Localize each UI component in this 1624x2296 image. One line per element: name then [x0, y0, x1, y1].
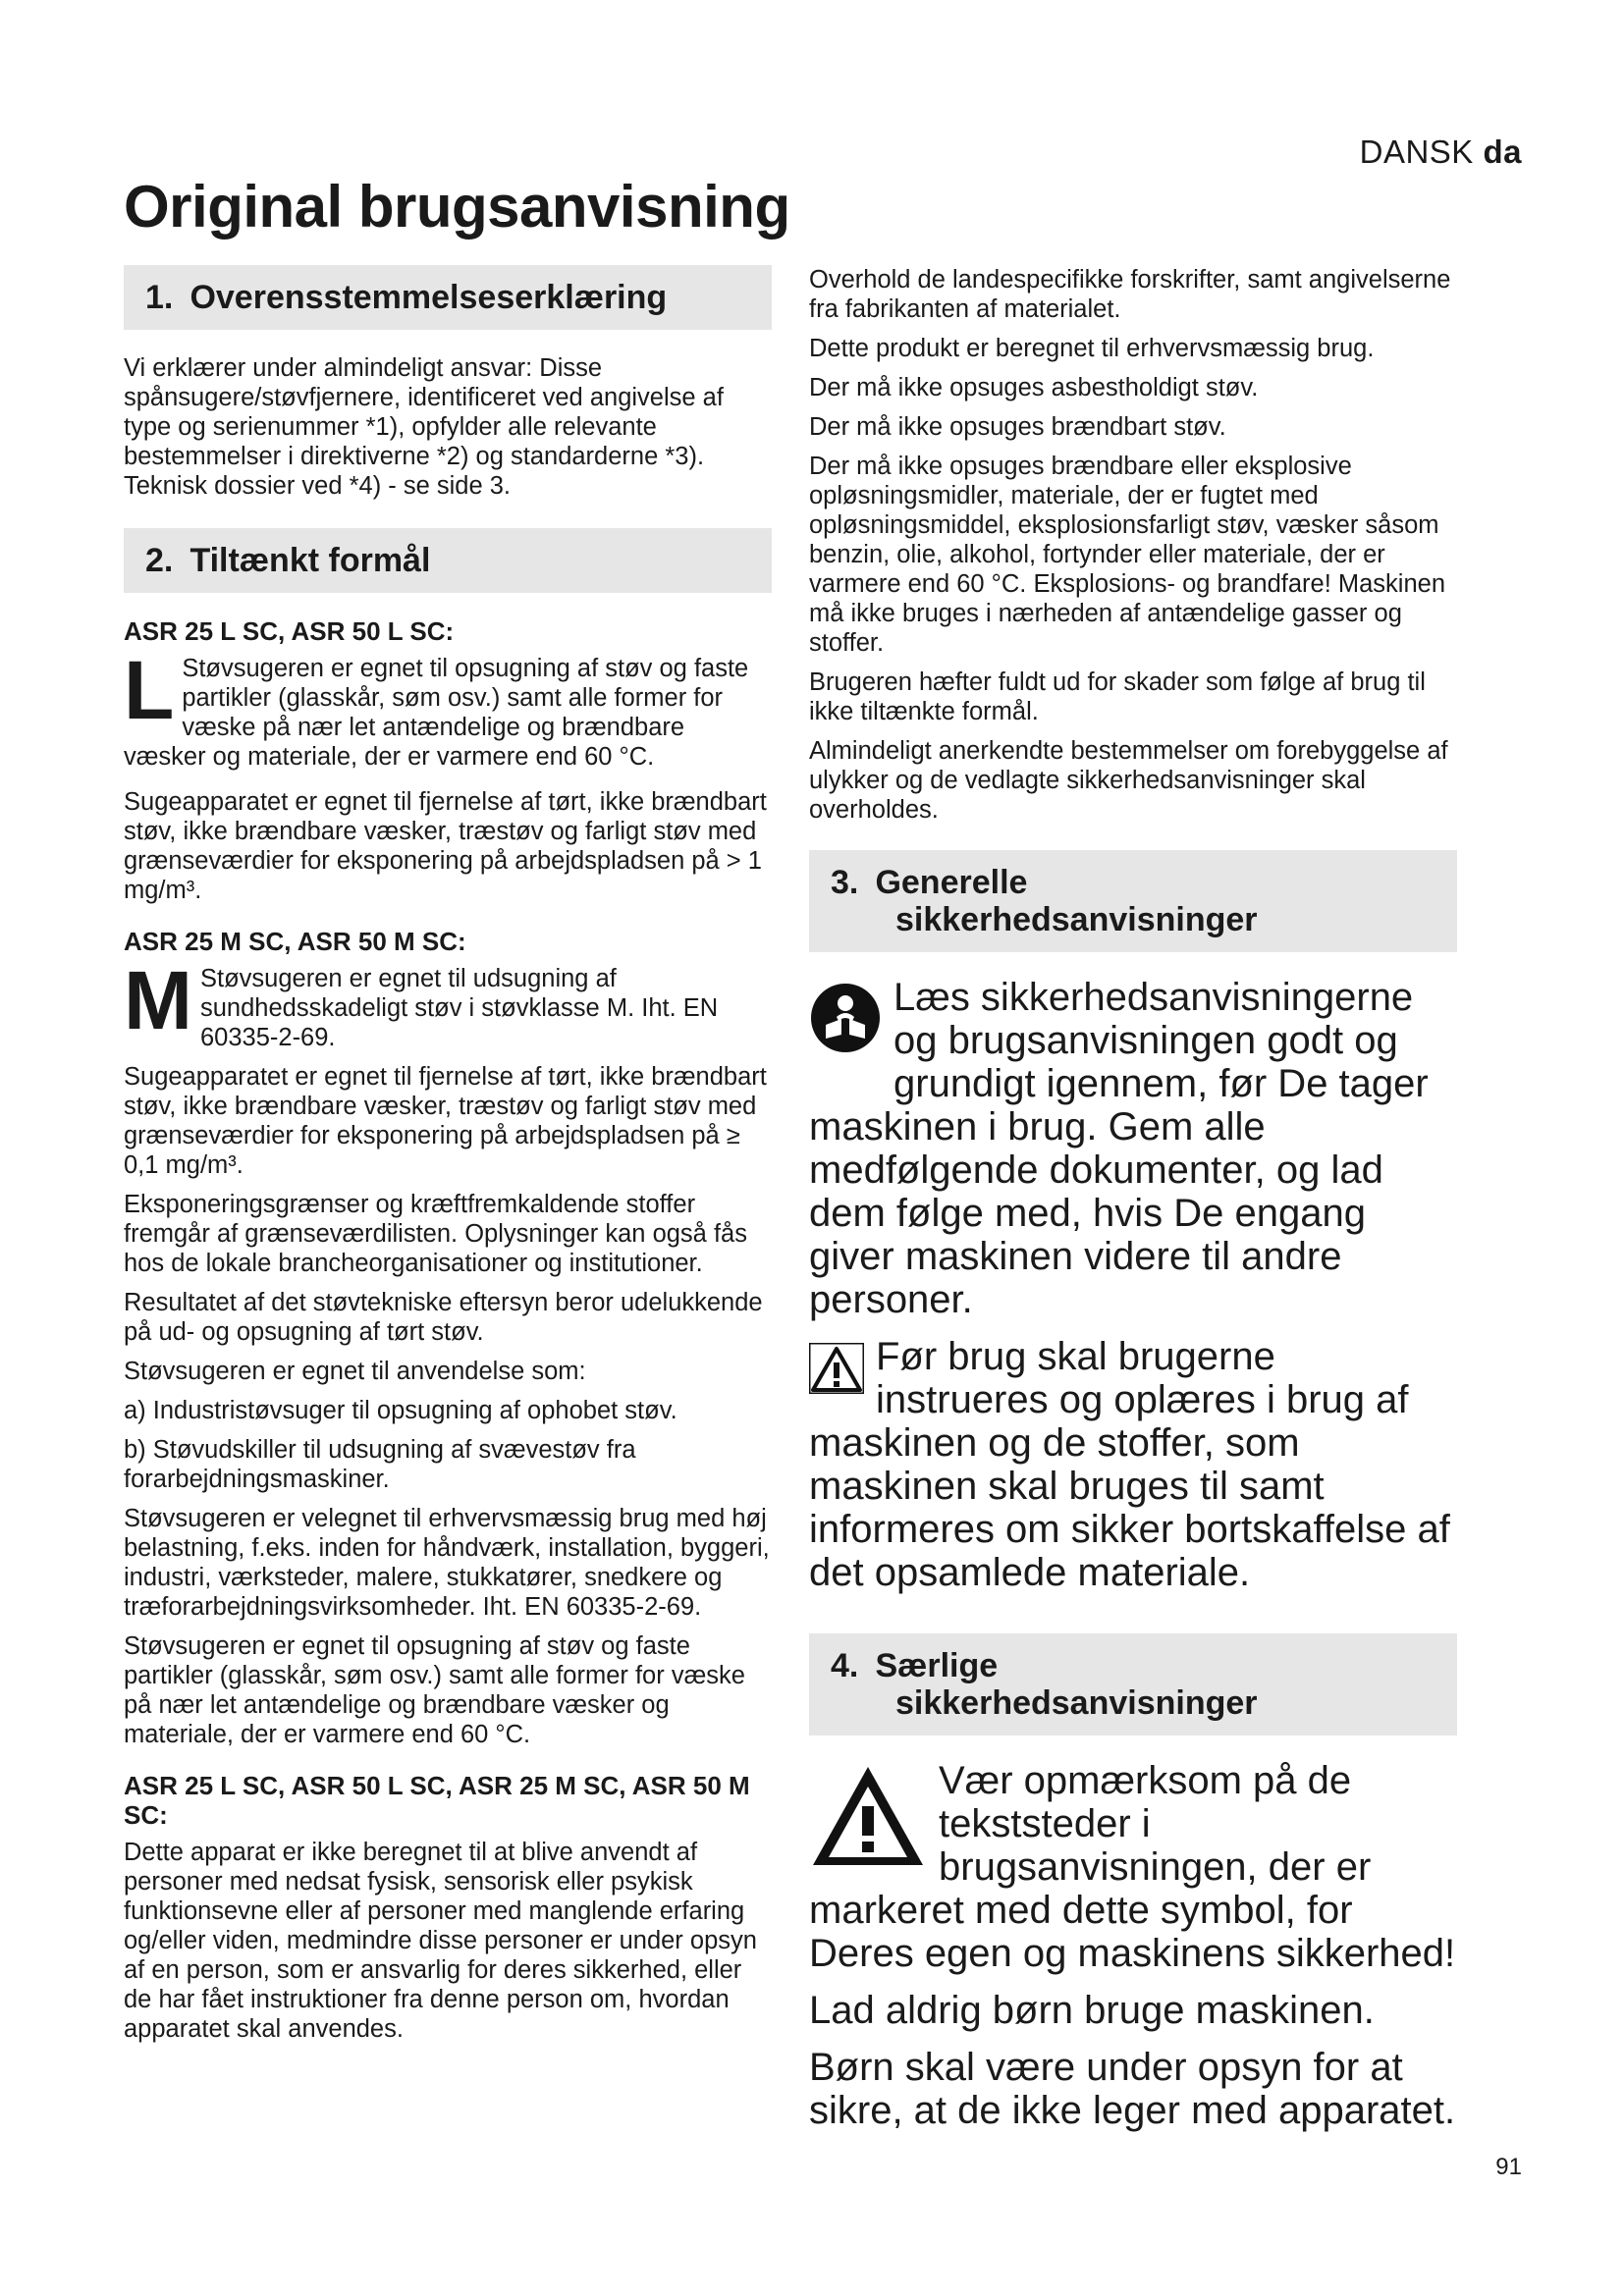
m-class-letter: M: [124, 954, 192, 1046]
left-column: [124, 265, 772, 2054]
read-manual-text: Læs sikkerhedsanvisningerne og brugsanvisningen godt og grundigt igennem, før De tager maskinen i brug. Gem alle medfølgende dokumenter, og lad dem følge med, hvis De engang giver maskinen videre til andre personer.: [809, 976, 1429, 1321]
l-class-paragraph-2: Sugeapparatet er egnet til fjernelse af tørt, ikke brændbart støv, ikke brændbare væsker, træstøv og farligt støv med grænseværdier for eksponering på arbejdspladsen på > 1 mg/m³.: [124, 788, 767, 904]
warning-icon: [809, 1343, 864, 1399]
right-paragraph-4: Der må ikke opsuges brændbart støv.: [809, 413, 1226, 441]
right-paragraph-5: Der må ikke opsuges brændbare eller eksplosive opløsningsmidler, materiale, der er fugtet med opløsningsmiddel, eksplosionsfarligt støv, væsker såsom benzin, olie, alkohol, fortynder eller materiale, der er varmere end 60 °C. Eksplosions- og brandfare! Maskinen må ikke bruges i nærheden af antændelige gasser og stoffer.: [809, 453, 1446, 657]
usage-item-a: a) Industristøvsuger til opsugning af ophobet støv.: [124, 1397, 677, 1424]
read-manual-block: [809, 976, 1457, 1335]
training-warning-text: Før brug skal brugerne instrueres og oplæres i brug af maskinen og de stoffer, som maskinen skal bruges til samt informeres om sikker bortskaffelse af det opsamlede materiale.: [809, 1335, 1450, 1594]
section-3-title-a: Generelle: [875, 864, 1028, 901]
professional-use-paragraph: Støvsugeren er velegnet til erhvervsmæssig brug med høj belastning, f.eks. inden for håndværk, installation, byggeri, industri, værksteder, malere, stukkatører, snedkere og træforarbejdningsvirksomheder. Iht. EN 60335-2-69.: [124, 1505, 770, 1621]
page-number: 91: [1495, 2154, 1522, 2180]
large-warning-icon: [809, 1763, 927, 1876]
right-column: [809, 265, 1457, 2146]
symbol-warning-block: [809, 1759, 1457, 1989]
m-class-paragraph-2: Sugeapparatet er egnet til fjernelse af tørt, ikke brændbart støv, ikke brændbare væsker, træstøv og farligt støv med grænseværdier for eksponering på arbejdspladsen på ≥ 0,1 mg/m³.: [124, 1063, 767, 1179]
m-class-text: Støvsugeren er egnet til udsugning af sundhedsskadeligt støv i støvklasse M. Iht. EN 60335-2-69.: [199, 965, 719, 1051]
section-3-title-b: sikkerhedsanvisninger: [895, 901, 1258, 938]
section-2-title: Tiltænkt formål: [189, 542, 431, 579]
children-never-use-text: Lad aldrig børn bruge maskinen.: [809, 1989, 1375, 2032]
subheading-all-models: ASR 25 L SC, ASR 50 L SC, ASR 25 M SC, ASR 50 M SC:: [124, 1771, 750, 1830]
language-label: [1360, 133, 1522, 171]
section-3-number: 3.: [831, 864, 859, 901]
children-supervision-text: Børn skal være under opsyn for at sikre, at de ikke leger med apparatet.: [809, 2046, 1456, 2132]
document-title: Original brugsanvisning: [124, 174, 790, 240]
dust-inspection-paragraph: Resultatet af det støvtekniske eftersyn beror udelukkende på ud- og opsugning af tørt støv.: [124, 1289, 763, 1346]
section-3-heading: [809, 850, 1457, 952]
subheading-m-models: ASR 25 M SC, ASR 50 M SC:: [124, 927, 466, 956]
section-2-number: 2.: [145, 542, 174, 579]
usage-intro-paragraph: Støvsugeren er egnet til anvendelse som:: [124, 1358, 586, 1385]
section-4-title-b: sikkerhedsanvisninger: [895, 1684, 1258, 1722]
language-code: da: [1483, 133, 1522, 170]
symbol-warning-text: Vær opmærksom på de tekststeder i brugsanvisningen, der er markeret med dette symbol, for Deres egen og maskinens sikkerhed!: [809, 1759, 1456, 1975]
language-name: DANSK: [1359, 133, 1474, 170]
suitability-paragraph: Støvsugeren er egnet til opsugning af støv og faste partikler (glasskår, søm osv.) samt alle former for væske på nær let antændelige og brændbare væsker og materiale, der er varmere end 60 °C.: [124, 1632, 745, 1748]
exposure-limits-paragraph: Eksponeringsgrænser og kræftfremkaldende stoffer fremgår af grænseværdilisten. Oplysninger kan også fås hos de lokale brancheorganisationer og institutioner.: [124, 1191, 747, 1277]
right-paragraph-7: Almindeligt anerkendte bestemmelser om forebyggelse af ulykker og de vedlagte sikkerhedsanvisninger skal overholdes.: [809, 737, 1448, 824]
read-manual-icon: [809, 982, 882, 1059]
restricted-persons-paragraph: Dette apparat er ikke beregnet til at blive anvendt af personer med nedsat fysisk, sensorisk eller psykisk funktionsevne eller af personer med manglende erfaring og/eller viden, medmindre disse personer er under opsyn af en person, som er ansvarlig for deres sikkerhed, eller de har fået instruktioner fra denne person om, hvordan apparatet skal anvendes.: [124, 1839, 757, 2043]
section-4-title-a: Særlige: [875, 1647, 999, 1684]
l-class-letter: L: [124, 644, 175, 736]
l-class-block: [124, 644, 772, 781]
section-1-title: Overensstemmelseserklæring: [189, 279, 668, 316]
section-1-heading: [124, 265, 772, 330]
section-4-number: 4.: [831, 1647, 859, 1684]
section-2-heading: [124, 528, 772, 593]
right-paragraph-2: Dette produkt er beregnet til erhvervsmæssig brug.: [809, 335, 1375, 362]
section-1-number: 1.: [145, 279, 174, 316]
l-class-text: Støvsugeren er egnet til opsugning af støv og faste partikler (glasskår, søm osv.) samt alle former for væske på nær let antændelige og brændbare væsker og materiale, der er varmere end 60 °C.: [124, 655, 749, 771]
right-paragraph-1: Overhold de landespecifikke forskrifter, samt angivelserne fra fabrikanten af materialet.: [809, 266, 1451, 323]
usage-item-b: b) Støvudskiller til udsugning af svævestøv fra forarbejdningsmaskiner.: [124, 1436, 636, 1493]
right-paragraph-6: Brugeren hæfter fuldt ud for skader som følge af brug til ikke tiltænkte formål.: [809, 668, 1426, 725]
section-1-paragraph: Vi erklærer under almindeligt ansvar: Disse spånsugere/støvfjernere, identificeret ved angivelse af type og serienummer *1), opfylder alle relevante bestemmelser i direktiverne *2) og standarderne *3). Teknisk dossier ved *4) - se side 3.: [124, 354, 724, 500]
m-class-block: [124, 954, 772, 1062]
right-paragraph-3: Der må ikke opsuges asbestholdigt støv.: [809, 374, 1259, 401]
subheading-l-models: ASR 25 L SC, ASR 50 L SC:: [124, 616, 455, 646]
section-4-heading: [809, 1633, 1457, 1735]
training-warning-block: [809, 1335, 1457, 1608]
